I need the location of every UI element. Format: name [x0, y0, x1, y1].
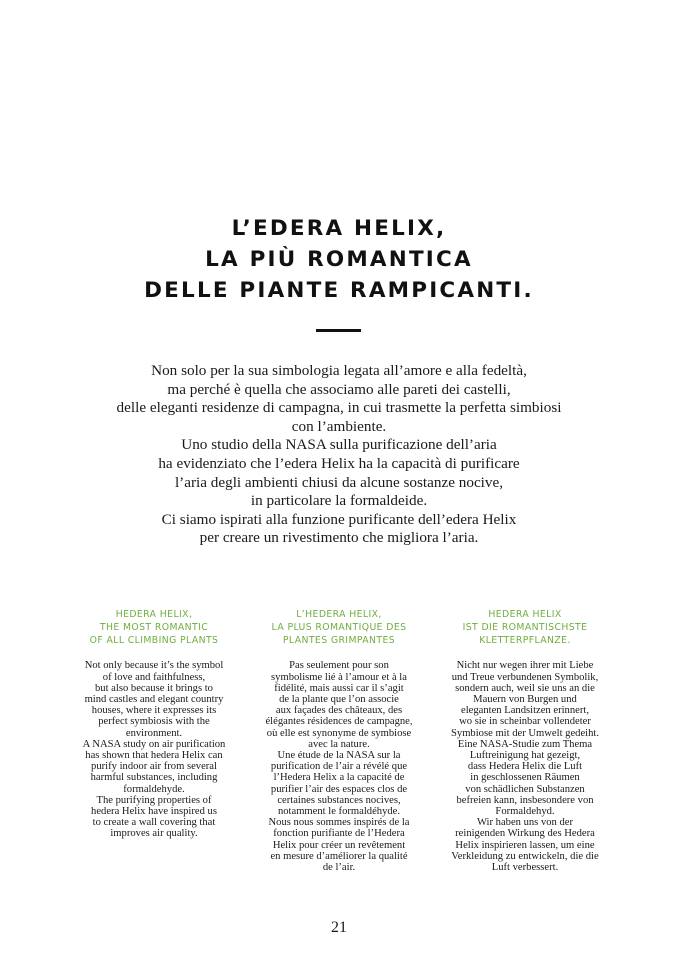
- body-line: aux façades des châteaux, des: [275, 705, 403, 717]
- body-line: Formaldehyd.: [495, 806, 555, 818]
- heading-line: HEDERA HELIX,: [115, 609, 193, 620]
- body-line: Nicht nur wegen ihrer mit Liebe: [456, 660, 594, 672]
- body-line: purifier l’air des espaces clos de: [270, 783, 408, 795]
- heading-line: HEDERA HELIX: [488, 609, 562, 620]
- body-line: notamment le formaldéhyde.: [277, 806, 401, 818]
- title-line: LA PIÙ ROMANTICA: [205, 247, 473, 272]
- intro-line: ha evidenziato che l’edera Helix ha la capacità di purificare: [158, 454, 520, 472]
- intro-line: con l’ambiente.: [291, 417, 387, 435]
- body-line: purify indoor air from several: [91, 761, 217, 773]
- heading-line: OF ALL CLIMBING PLANTS: [89, 634, 219, 646]
- intro-line: per creare un rivestimento che migliora l’aria.: [199, 529, 479, 547]
- title-line: L’EDERA HELIX,: [231, 216, 447, 241]
- body-line: A NASA study on air purification: [82, 738, 226, 750]
- body-line: avec la nature.: [308, 738, 370, 750]
- column-body: [425, 660, 625, 873]
- body-line: wo sie in scheinbar vollendeter: [459, 716, 591, 728]
- body-line: de la plante que l’on associe: [279, 694, 399, 705]
- page-number: 21: [331, 919, 347, 936]
- heading-line: THE MOST ROMANTIC: [99, 621, 209, 633]
- intro-line: ma perché è quella che associamo alle pareti dei castelli,: [167, 380, 511, 398]
- intro-line: delle eleganti residenze di campagna, in cui trasmette la perfetta simbiosi: [116, 399, 562, 417]
- intro-line: l’aria degli ambienti chiusi da alcune sostanze nocive,: [174, 473, 504, 491]
- column-heading: [425, 609, 625, 647]
- column-heading: [54, 609, 254, 647]
- body-line: Helix inspirieren lassen, um eine: [455, 839, 595, 851]
- body-line: dass Hedera Helix die Luft: [467, 761, 583, 773]
- body-line: Pas seulement pour son: [289, 660, 389, 672]
- body-line: in geschlossenen Räumen: [470, 772, 580, 784]
- heading-line: L’HEDERA HELIX,: [296, 609, 382, 620]
- body-line: harmful substances, including: [90, 772, 218, 784]
- body-line: l’Hedera Helix a la capacité de: [273, 772, 405, 784]
- body-line: Eine NASA-Studie zum Thema: [457, 738, 593, 750]
- column-body: [239, 660, 439, 873]
- page-title: [0, 213, 678, 306]
- title-divider: [316, 329, 361, 332]
- body-line: élégantes résidences de campagne,: [265, 716, 413, 728]
- intro-line: Uno studio della NASA sulla purificazione dell’aria: [181, 436, 497, 454]
- body-line: houses, where it expresses its: [91, 705, 217, 717]
- heading-line: IST DIE ROMANTISCHSTE: [462, 621, 588, 633]
- body-line: Nous nous sommes inspirés de la: [268, 817, 410, 829]
- body-line: symbolisme lié à l’amour et à la: [271, 671, 407, 683]
- body-line: Helix pour créer un revêtement: [272, 839, 406, 851]
- column-body: [54, 660, 254, 839]
- heading-line: LA PLUS ROMANTIQUE DES: [271, 621, 407, 633]
- body-line: und Treue verbundenen Symbolik,: [451, 671, 599, 683]
- body-line: fonction purifiante de l’Hedera: [273, 828, 405, 840]
- intro-paragraph: [0, 362, 678, 548]
- body-line: certaines substances nocives,: [277, 794, 401, 806]
- intro-line: Ci siamo ispirati alla funzione purificante dell’edera Helix: [161, 510, 517, 528]
- body-line: Verkleidung zu entwickeln, die die: [451, 850, 599, 862]
- intro-line: Non solo per la sua simbologia legata all’amore e alla fedeltà,: [151, 362, 527, 379]
- body-line: environment.: [125, 727, 183, 739]
- body-line: sondern auch, weil sie uns an die: [455, 682, 595, 694]
- body-line: The purifying properties of: [96, 794, 212, 806]
- column-french: [239, 609, 439, 873]
- body-line: fidélité, mais aussi car il s’agit: [274, 682, 404, 694]
- heading-line: KLETTERPFLANZE.: [479, 634, 571, 646]
- title-line: DELLE PIANTE RAMPICANTI.: [144, 278, 534, 303]
- body-line: has shown that hedera Helix can: [85, 750, 223, 762]
- body-line: Luft verbessert.: [491, 862, 559, 874]
- body-line: of love and faithfulness,: [102, 671, 206, 683]
- column-english: [54, 609, 254, 840]
- body-line: to create a wall covering that: [92, 817, 216, 829]
- body-line: en mesure d’améliorer la qualité: [270, 850, 408, 862]
- intro-line: in particolare la formaldeide.: [250, 492, 428, 510]
- body-line: reinigenden Wirkung des Hedera: [455, 828, 595, 840]
- body-line: eleganten Landsitzen erinnert,: [461, 705, 589, 717]
- body-line: Mauern von Burgen und: [473, 694, 577, 705]
- body-line: Wir haben uns von der: [476, 817, 574, 829]
- body-line: von schädlichen Substanzen: [465, 783, 585, 795]
- body-line: où elle est synonyme de symbiose: [266, 727, 412, 739]
- heading-line: PLANTES GRIMPANTES: [282, 634, 396, 646]
- body-line: formaldehyde.: [123, 783, 185, 795]
- body-line: de l’air.: [322, 862, 356, 874]
- body-line: Une étude de la NASA sur la: [277, 750, 401, 762]
- body-line: purification de l’air a révélé que: [270, 761, 408, 773]
- body-line: Not only because it’s the symbol: [84, 660, 224, 672]
- column-german: [425, 609, 625, 873]
- column-heading: [239, 609, 439, 647]
- body-line: but also because it brings to: [95, 682, 213, 694]
- body-line: befreien kann, insbesondere von: [456, 794, 594, 806]
- body-line: Luftreinigung hat gezeigt,: [469, 750, 581, 762]
- body-line: hedera Helix have inspired us: [91, 806, 217, 818]
- body-line: Symbiose mit der Umwelt gedeiht.: [451, 727, 599, 739]
- body-line: improves air quality.: [110, 828, 198, 840]
- body-line: mind castles and elegant country: [84, 694, 224, 705]
- body-line: perfect symbiosis with the: [98, 716, 210, 728]
